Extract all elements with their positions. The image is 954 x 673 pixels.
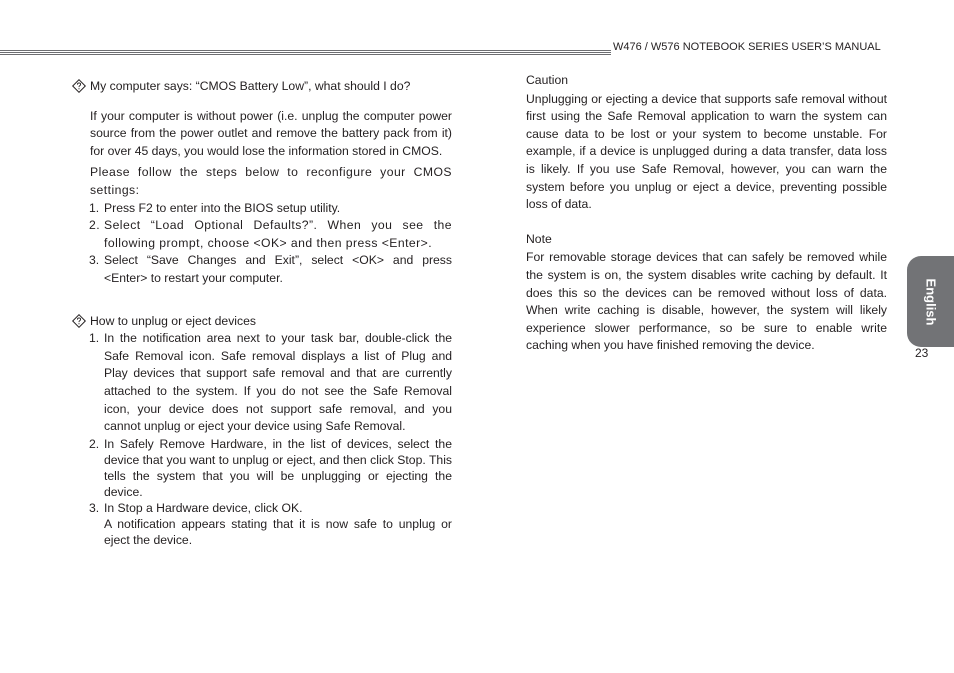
step-text: Select “Save Changes and Exit”, select <OK> and press <Enter> to restart your computer.	[104, 253, 452, 285]
faq-question-text: How to unplug or eject devices	[90, 313, 256, 328]
step-number: 2.	[89, 218, 101, 233]
language-tab-label: English	[923, 278, 938, 325]
manual-title: W476 / W576 NOTEBOOK SERIES USER’S MANUAL	[613, 41, 881, 53]
eject-steps-list-continued	[72, 436, 452, 548]
cmos-steps-list	[72, 200, 452, 288]
caution-heading: Caution	[526, 73, 569, 87]
list-item	[89, 200, 452, 218]
step-text: In Stop a Hardware device, click OK.	[104, 500, 303, 515]
list-item	[89, 436, 452, 500]
step-text: Press F2 to enter into the BIOS setup utility.	[104, 200, 341, 215]
faq-question-text: My computer says: “CMOS Battery Low”, what should I do?	[90, 79, 411, 93]
list-item	[89, 217, 452, 252]
faq-cmos-question	[72, 78, 452, 96]
step-text: In Safely Remove Hardware, in the list of devices, select the device that you want to unplug or eject, and then click Stop. This tells the system that you will be unplugging or ejecting the device.	[104, 436, 452, 499]
faq-intro-paragraph: Please follow the steps below to reconfigure your CMOS settings:	[90, 165, 452, 197]
faq-answer-paragraph: If your computer is without power (i.e. unplug the computer power source from the power outlet and remove the battery pack from it) for over 45 days, you would lose the information stored in CMOS.	[90, 108, 452, 158]
step-number: 2.	[89, 436, 100, 451]
faq-eject-question	[72, 313, 452, 331]
list-item	[89, 500, 452, 548]
eject-steps-list	[72, 330, 452, 436]
step-text: Select “Load Optional Defaults?”. When you see the following prompt, choose <OK> and then press <Enter>.	[104, 218, 452, 250]
step-number: 1.	[89, 200, 100, 215]
step-number: 1.	[89, 331, 100, 346]
header-rule-line	[0, 50, 611, 51]
list-item	[89, 252, 452, 287]
right-column	[526, 72, 887, 355]
list-item	[89, 330, 452, 436]
header-rule-line	[0, 52, 611, 53]
step-text: In the notification area next to your task bar, double-click the Safe Removal icon. Safe removal displays a list of Plug and Play devices that support safe removal and that are currently attached to the system. If you do not see the Safe Removal icon, your device does not support safe removal, and you cannot unplug or eject your device using Safe Removal.	[104, 331, 452, 434]
left-column	[72, 78, 452, 548]
diamond-question-icon	[72, 314, 86, 328]
step-number: 3.	[89, 253, 100, 268]
note-heading: Note	[526, 231, 552, 246]
note-text: For removable storage devices that can safely be removed while the system is on, the system disables write caching by default. It does this so the devices can be removed without loss of data. When write caching is disable, however, the system will likely experience slower performance, so be sure to enable write caching when you have finished removing the device.	[526, 250, 887, 353]
language-tab	[907, 256, 954, 347]
page-number: 23	[915, 346, 929, 360]
diamond-question-icon	[72, 79, 86, 93]
step-number: 3.	[89, 500, 100, 515]
caution-text: Unplugging or ejecting a device that supports safe removal without first using the Safe Removal application to warn the system can cause data to be lost or your system to become unstable. For example, if a device is unplugged during a data transfer, data loss is likely. If you use Safe Removal, however, you can warn the system before you unplug or eject a device, preventing possible loss of data.	[526, 91, 887, 212]
step-extra-text: A notification appears stating that it is now safe to unplug or eject the device.	[104, 516, 452, 547]
header-rule-line	[0, 54, 611, 55]
